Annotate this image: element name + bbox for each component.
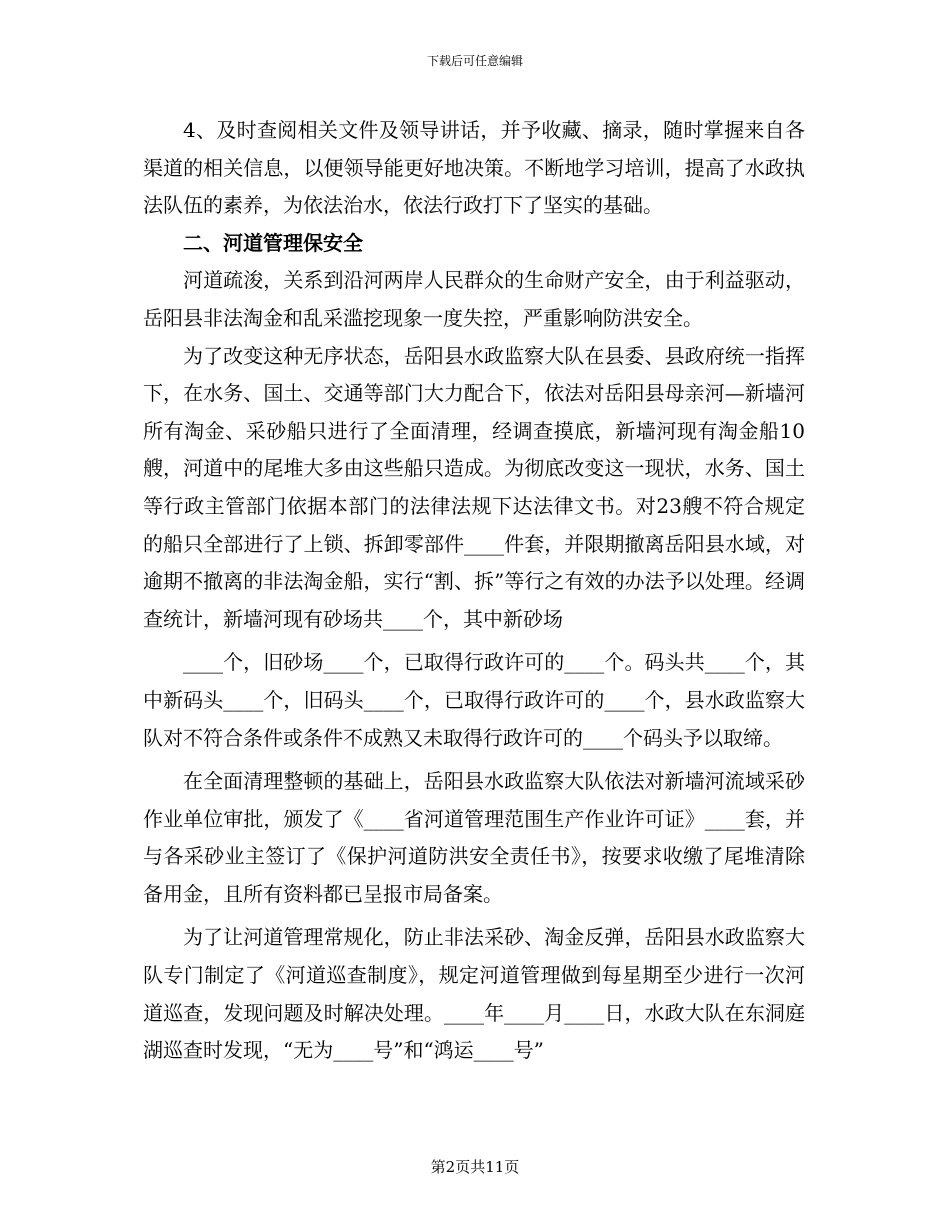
page-header: 下载后可任意编辑 [426,54,523,68]
paragraph-statistics: ____个，旧砂场____个，已取得行政许可的____个。码头共____个，其中新码头____个，旧码头____个，已取得行政许可的____个，县水政监察大队对不符合条件或条件不成熟又未取得行政许可的____个码头予以取缔。 [143,650,805,750]
document-body [143,112,805,1070]
section-heading: 二、河道管理保安全 [183,230,363,255]
paragraph-cleanup: 为了改变这种无序状态，岳阳县水政监察大队在县委、县政府统一指挥下，在水务、国土、交通等部门大力配合下，依法对岳阳县母亲河—新墙河所有淘金、采砂船只进行了全面清理，经调查摸底，新墙河现有淘金船10艘，河道中的尾堆大多由这些船只造成。为彻底改变这一现状，水务、国土等行政主管部门依据本部门的法律法规下达法律文书。对23艘不符合规定的船只全部进行了上锁、拆卸零部件____件套，并限期撤离岳阳县水域，对逾期不撤离的非法淘金船，实行“割、拆”等行之有效的办法予以处理。经调查统计，新墙河现有砂场共____个，其中新砂场 [143,343,805,631]
paragraph-approval: 在全面清理整顿的基础上，岳阳县水政监察大队依法对新墙河流域采砂作业单位审批，颁发了《____省河道管理范围生产作业许可证》____套，并与各采砂业主签订了《保护河道防洪安全责任书》，按要求收缴了尾堆清除备用金，且所有资料都已呈报市局备案。 [143,769,805,906]
paragraph-dredging: 河道疏浚，关系到沿河两岸人民群众的生命财产安全，由于利益驱动，岳阳县非法淘金和乱采滥挖现象一度失控，严重影响防洪安全。 [143,268,805,330]
paragraph-patrol: 为了让河道管理常规化，防止非法采砂、淘金反弹，岳阳县水政监察大队专门制定了《河道巡查制度》，规定河道管理做到每星期至少进行一次河道巡查，发现问题及时解决处理。____年____月____日，水政大队在东洞庭湖巡查时发现，“无为____号”和“鸿运____号” [143,925,805,1063]
paragraph-item-4: 4、及时查阅相关文件及领导讲话，并予收藏、摘录，随时掌握来自各渠道的相关信息，以便领导能更好地决策。不断地学习培训，提高了水政执法队伍的素养，为依法治水，依法行政打下了坚实的基础。 [143,118,805,218]
page-number: 第2页共11页 [430,1158,520,1176]
